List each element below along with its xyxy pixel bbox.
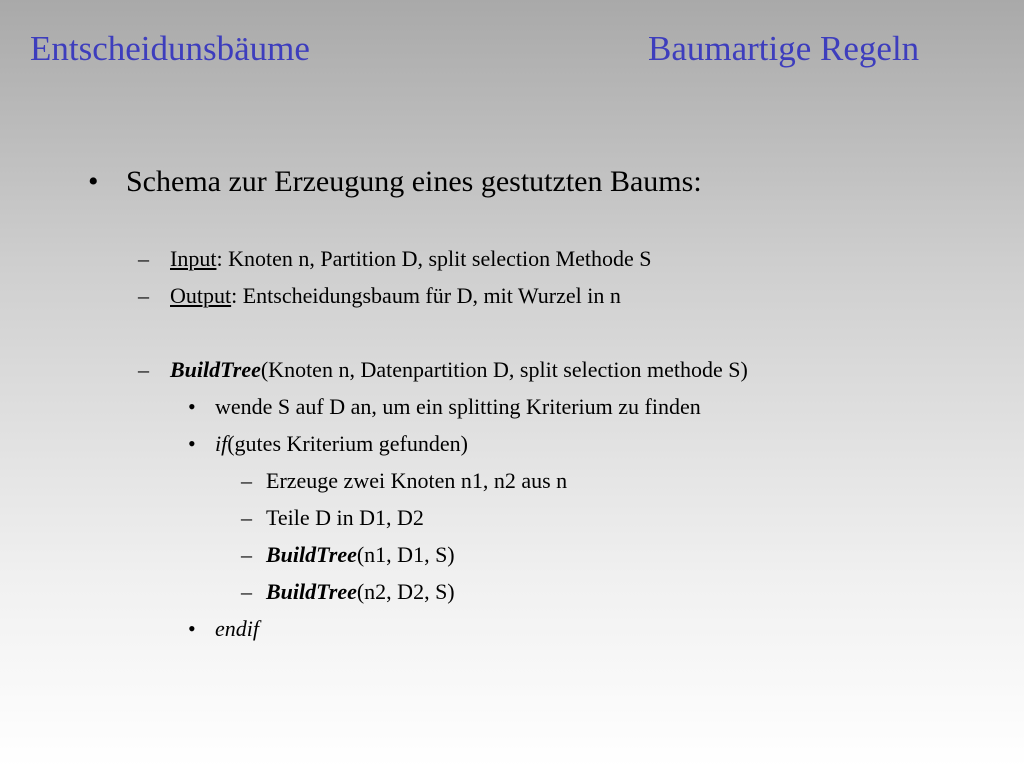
buildtree-line — [170, 357, 748, 383]
dash-marker: – — [241, 542, 252, 567]
slide-title-left: Entscheidunsbäume — [30, 29, 310, 68]
main-bullet-text: Schema zur Erzeugung eines gestutzten Baums: — [126, 165, 702, 198]
sub-call2-keyword: BuildTree — [266, 579, 357, 604]
endif-text: endif — [215, 616, 259, 641]
buildtree-args: (Knoten n, Datenpartition D, split selection methode S) — [260, 357, 748, 382]
input-label: Input — [170, 246, 217, 271]
dash-marker: – — [241, 579, 252, 604]
input-text: : Knoten n, Partition D, split selection Methode S — [216, 246, 652, 271]
if-line — [215, 431, 468, 457]
slide-title-right: Baumartige Regeln — [648, 29, 920, 68]
bullet-marker: • — [88, 165, 99, 198]
if-keyword: if — [215, 431, 228, 456]
sub-call1-args: (n1, D1, S) — [356, 542, 455, 567]
dash-marker: – — [241, 505, 252, 530]
bullet-marker: • — [188, 616, 196, 641]
sub-create-text: Erzeuge zwei Knoten n1, n2 aus n — [266, 468, 568, 493]
step-apply-text: wende S auf D an, um ein splitting Kriterium zu finden — [215, 394, 701, 419]
dash-marker: – — [138, 283, 149, 308]
dash-marker: – — [241, 468, 252, 493]
dash-marker: – — [138, 246, 149, 271]
dash-marker: – — [138, 357, 149, 382]
output-text: : Entscheidungsbaum für D, mit Wurzel in n — [231, 283, 621, 308]
output-label: Output — [170, 283, 232, 308]
sub-call1-keyword: BuildTree — [266, 542, 357, 567]
sub-call2-args: (n2, D2, S) — [356, 579, 455, 604]
buildtree-keyword: BuildTree — [170, 357, 261, 382]
sub-split-text: Teile D in D1, D2 — [266, 505, 424, 530]
output-line — [170, 283, 621, 309]
bullet-marker: • — [188, 431, 196, 456]
sub-call1-line — [266, 542, 455, 568]
if-condition: (gutes Kriterium gefunden) — [227, 431, 468, 456]
sub-call2-line — [266, 579, 455, 605]
bullet-marker: • — [188, 394, 196, 419]
input-line — [170, 246, 652, 272]
